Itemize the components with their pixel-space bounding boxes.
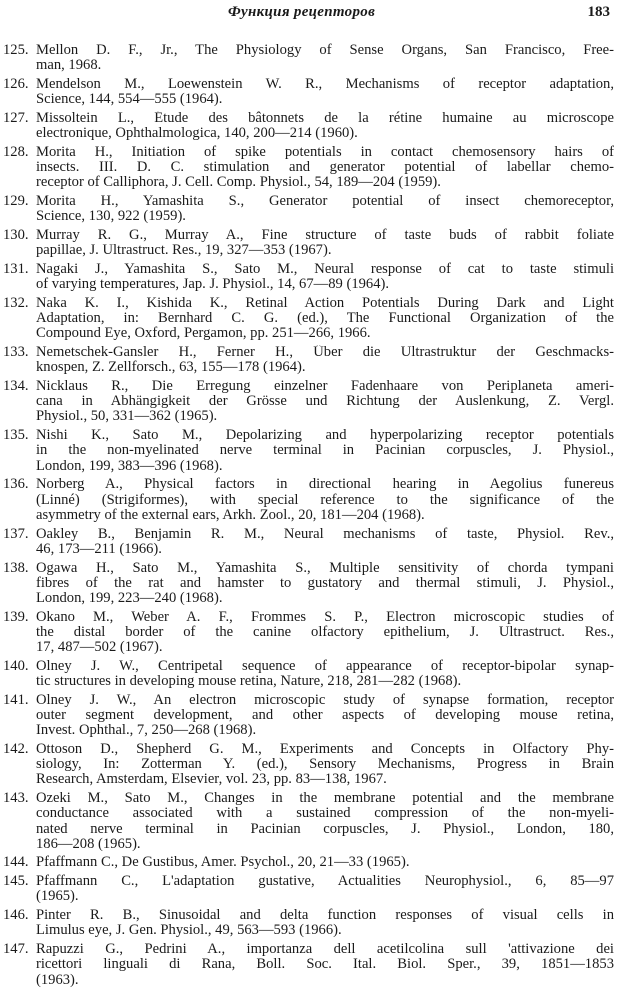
reference-line: (1963). <box>36 972 79 988</box>
reference-entry <box>0 228 620 258</box>
reference-line: (Linné) (Strigiformes), with special reference to the significance of the <box>36 492 614 508</box>
reference-number: 137. <box>3 525 29 542</box>
reference-line: 17, 487—502 (1967). <box>36 640 163 656</box>
reference-line: Oakley B., Benjamin R. M., Neural mechanisms of taste, Physiol. Rev., <box>36 526 614 542</box>
reference-line: Science, 130, 922 (1959). <box>36 209 186 225</box>
reference-line: Morita H., Yamashita S., Generator potential of insect chemoreceptor, <box>36 194 614 210</box>
reference-number: 132. <box>3 294 29 311</box>
reference-entry <box>0 296 620 342</box>
reference-entry <box>0 477 620 523</box>
reference-number: 127. <box>3 109 29 126</box>
reference-line: London, 199, 223—240 (1968). <box>36 590 223 606</box>
reference-number: 133. <box>3 344 29 361</box>
reference-entry <box>0 145 620 191</box>
reference-number: 129. <box>3 193 29 210</box>
reference-line: ricettori linguali di Rana, Boll. Soc. Ital. Biol. Sper., 39, 1851—1853 <box>36 957 614 973</box>
reference-line: Pfaffmann C., L'adaptation gustative, Actualities Neurophysiol., 6, 85—97 <box>36 874 614 890</box>
reference-line: in the non-myelinated nerve terminal in Pacinian corpuscles, J. Physiol., <box>36 443 614 459</box>
reference-number: 147. <box>3 941 29 958</box>
reference-line: Science, 144, 554—555 (1964). <box>36 92 223 108</box>
reference-number: 134. <box>3 378 29 395</box>
reference-entry <box>0 855 620 870</box>
page-number: 183 <box>587 4 610 20</box>
running-header <box>0 2 620 28</box>
reference-line: electronique, Ophthalmologica, 140, 200—214 (1960). <box>36 126 358 142</box>
reference-line: Nemetschek-Gansler H., Ferner H., Über die Ultrastruktur der Geschmacks- <box>36 345 614 361</box>
reference-line: Morita H., Initiation of spike potentials in contact chemosensory hairs of <box>36 144 614 160</box>
reference-number: 140. <box>3 657 29 674</box>
reference-line: knospen, Z. Zellforsch., 63, 155—178 (1964). <box>36 360 306 376</box>
reference-line: cana in Abhängigkeit der Grösse und Richtung der Auslenkung, Z. Vergl. <box>36 394 614 410</box>
reference-line: Nagaki J., Yamashita S., Sato M., Neural response of cat to taste stimuli <box>36 262 614 277</box>
reference-entry <box>0 428 620 474</box>
reference-number: 139. <box>3 608 29 625</box>
reference-line: asymmetry of the external ears, Arkh. Zool., 20, 181—204 (1968). <box>36 507 425 523</box>
reference-entry <box>0 659 620 689</box>
reference-number: 143. <box>3 790 29 807</box>
reference-entry <box>0 379 620 425</box>
reference-line: Ogawa H., Sato M., Yamashita S., Multiple sensitivity of chorda tympani <box>36 560 614 576</box>
reference-line: Nicklaus R., Die Erregung einzelner Fadenhaare von Periplaneta ameri- <box>36 379 614 395</box>
reference-list <box>0 43 620 988</box>
reference-line: Compound Eye, Oxford, Pergamon, pp. 251—266, 1966. <box>36 326 371 342</box>
reference-entry <box>0 527 620 557</box>
reference-line: siology, In: Zotterman Y. (ed.), Sensory Mechanisms, Progress in Brain <box>36 757 614 773</box>
reference-entry <box>0 43 620 73</box>
reference-line: fibres of the rat and hamster to gustatory and thermal stimuli, J. Physiol., <box>36 575 614 591</box>
reference-number: 128. <box>3 143 29 160</box>
reference-line: of varying temperatures, Jap. J. Physiol., 14, 67—89 (1964). <box>36 277 390 293</box>
reference-number: 144. <box>3 854 29 871</box>
reference-entry <box>0 345 620 375</box>
reference-line: Nishi K., Sato M., Depolarizing and hyperpolarizing receptor potentials <box>36 428 614 444</box>
reference-line: Norberg A., Physical factors in directional hearing in Aegolius funereus <box>36 477 614 493</box>
reference-number: 142. <box>3 740 29 757</box>
reference-line: Research, Amsterdam, Elsevier, vol. 23, pp. 83—138, 1967. <box>36 772 387 788</box>
reference-line: Ottoson D., Shepherd G. M., Experiments and Concepts in Olfactory Phy- <box>36 741 614 757</box>
reference-line: Olney J. W., Centripetal sequence of appearance of receptor-bipolar synap- <box>36 658 614 674</box>
reference-line: Murray R. G., Murray A., Fine structure of taste buds of rabbit foliate <box>36 228 614 244</box>
reference-entry <box>0 942 620 988</box>
reference-line: Ozeki M., Sato M., Changes in the membrane potential and the membrane <box>36 791 614 807</box>
reference-entry <box>0 693 620 739</box>
reference-line: 46, 173—211 (1966). <box>36 541 162 557</box>
reference-number: 136. <box>3 476 29 493</box>
reference-entry <box>0 791 620 852</box>
reference-line: nated nerve terminal in Pacinian corpuscles, J. Physiol., London, 180, <box>36 821 614 837</box>
reference-line: Limulus eye, J. Gen. Physiol., 49, 563—593 (1966). <box>36 923 342 939</box>
reference-number: 126. <box>3 75 29 92</box>
reference-line: 186—208 (1965). <box>36 836 141 852</box>
reference-entry <box>0 77 620 107</box>
reference-entry <box>0 610 620 656</box>
reference-line: London, 199, 383—396 (1968). <box>36 458 223 474</box>
reference-line: Adaptation, in: Bernhard C. G. (ed.), The Functional Organization of the <box>36 311 614 327</box>
reference-number: 125. <box>3 42 29 58</box>
reference-line: Pfaffmann C., De Gustibus, Amer. Psychol., 20, 21—33 (1965). <box>36 855 410 871</box>
reference-entry <box>0 742 620 788</box>
reference-entry <box>0 908 620 938</box>
reference-line: Physiol., 50, 331—362 (1965). <box>36 409 218 425</box>
reference-line: Mendelson M., Loewenstein W. R., Mechanisms of receptor adaptation, <box>36 76 614 92</box>
reference-line: Missoltein L., Étude des bâtonnets de la rétine humaine au microscope <box>36 110 614 126</box>
reference-line: tic structures in developing mouse retina, Nature, 218, 281—282 (1968). <box>36 674 462 690</box>
reference-number: 146. <box>3 907 29 924</box>
reference-entry <box>0 262 620 292</box>
reference-number: 135. <box>3 427 29 444</box>
reference-line: conductance associated with a sustained compression of the non-myeli- <box>36 806 614 822</box>
reference-entry <box>0 111 620 141</box>
reference-number: 145. <box>3 873 29 890</box>
reference-line: Rapuzzi G., Pedrini A., importanza dell acetilcolina sull 'attivazione dei <box>36 942 614 958</box>
reference-line: the distal border of the canine olfactory epithelium, J. Ultrastruct. Res., <box>36 624 614 640</box>
reference-line: Invest. Ophthal., 7, 250—268 (1968). <box>36 723 257 739</box>
reference-line: (1965). <box>36 889 79 905</box>
reference-number: 138. <box>3 559 29 576</box>
reference-line: Pinter R. B., Sinusoidal and delta function responses of visual cells in <box>36 908 614 924</box>
reference-line: Naka K. I., Kishida K., Retinal Action Potentials During Dark and Light <box>36 295 614 311</box>
reference-entry <box>0 561 620 607</box>
reference-number: 130. <box>3 227 29 244</box>
reference-line: Okano M., Weber A. F., Frommes S. P., Electron microscopic studies of <box>36 609 614 625</box>
running-title: Функция рецепторов <box>228 4 376 20</box>
reference-line: receptor of Calliphora, J. Cell. Comp. Physiol., 54, 189—204 (1959). <box>36 175 441 191</box>
reference-number: 131. <box>3 261 29 277</box>
reference-entry <box>0 194 620 224</box>
reference-line: Olney J. W., An electron microscopic study of synapse formation, receptor <box>36 692 614 708</box>
reference-line: Mellon D. F., Jr., The Physiology of Sense Organs, San Francisco, Free- <box>36 43 614 58</box>
reference-entry <box>0 874 620 904</box>
reference-number: 141. <box>3 691 29 708</box>
reference-line: man, 1968. <box>36 58 102 74</box>
reference-line: outer segment development, and other aspects of developing mouse retina, <box>36 708 614 723</box>
reference-line: papillae, J. Ultrastruct. Res., 19, 327—353 (1967). <box>36 243 332 259</box>
reference-line: insects. III. D. C. stimulation and generator potential of labellar chemo- <box>36 160 614 176</box>
